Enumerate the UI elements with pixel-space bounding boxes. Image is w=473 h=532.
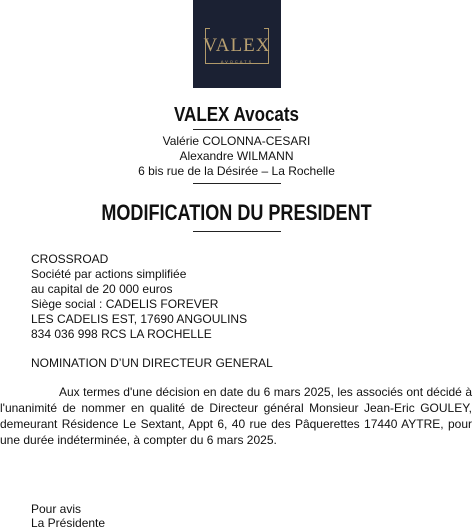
valex-logo	[193, 0, 281, 88]
closing-signatory: La Présidente	[31, 516, 106, 530]
company-form: Société par actions simplifiée	[31, 267, 187, 281]
company-name: CROSSROAD	[31, 252, 109, 266]
company-rcs: 834 036 998 RCS LA ROCHELLE	[31, 327, 212, 341]
logo-name: VALEX	[203, 35, 271, 56]
title-underline	[193, 231, 281, 232]
company-capital: au capital de 20 000 euros	[31, 282, 173, 296]
firm-address: 6 bis rue de la Désirée – La Rochelle	[138, 164, 335, 178]
company-seat-address: LES CADELIS EST, 17690 ANGOULINS	[31, 312, 248, 326]
company-details	[31, 252, 247, 342]
address-underline	[193, 183, 281, 184]
section-heading: NOMINATION D’UN DIRECTEUR GENERAL	[31, 356, 273, 370]
firm-name-underline	[193, 129, 281, 130]
company-seat: Siège social : CADELIS FOREVER	[31, 297, 219, 311]
firm-name: VALEX Avocats	[173, 104, 300, 126]
closing-pour-avis: Pour avis	[31, 502, 82, 516]
logo-subtitle: AVOCATS	[220, 59, 254, 64]
decision-paragraph: Aux termes d'une décision en date du 6 mars 2025, les associés ont décidé à l'unanimité de nommer en qualité de Directeur général Monsieur Jean-Eric GOULEY, demeurant Résidence Le Sextant, Appt 6, 40 rue des Pâquerettes 17440 AYTRE, pour une durée indéterminée, à compter du 6 mars 2025.	[0, 385, 472, 447]
lawyer-name-2: Alexandre WILMANN	[179, 149, 294, 163]
lawyer-name-1: Valérie COLONNA-CESARI	[162, 134, 311, 148]
notice-title: MODIFICATION DU PRESIDENT	[101, 200, 372, 225]
